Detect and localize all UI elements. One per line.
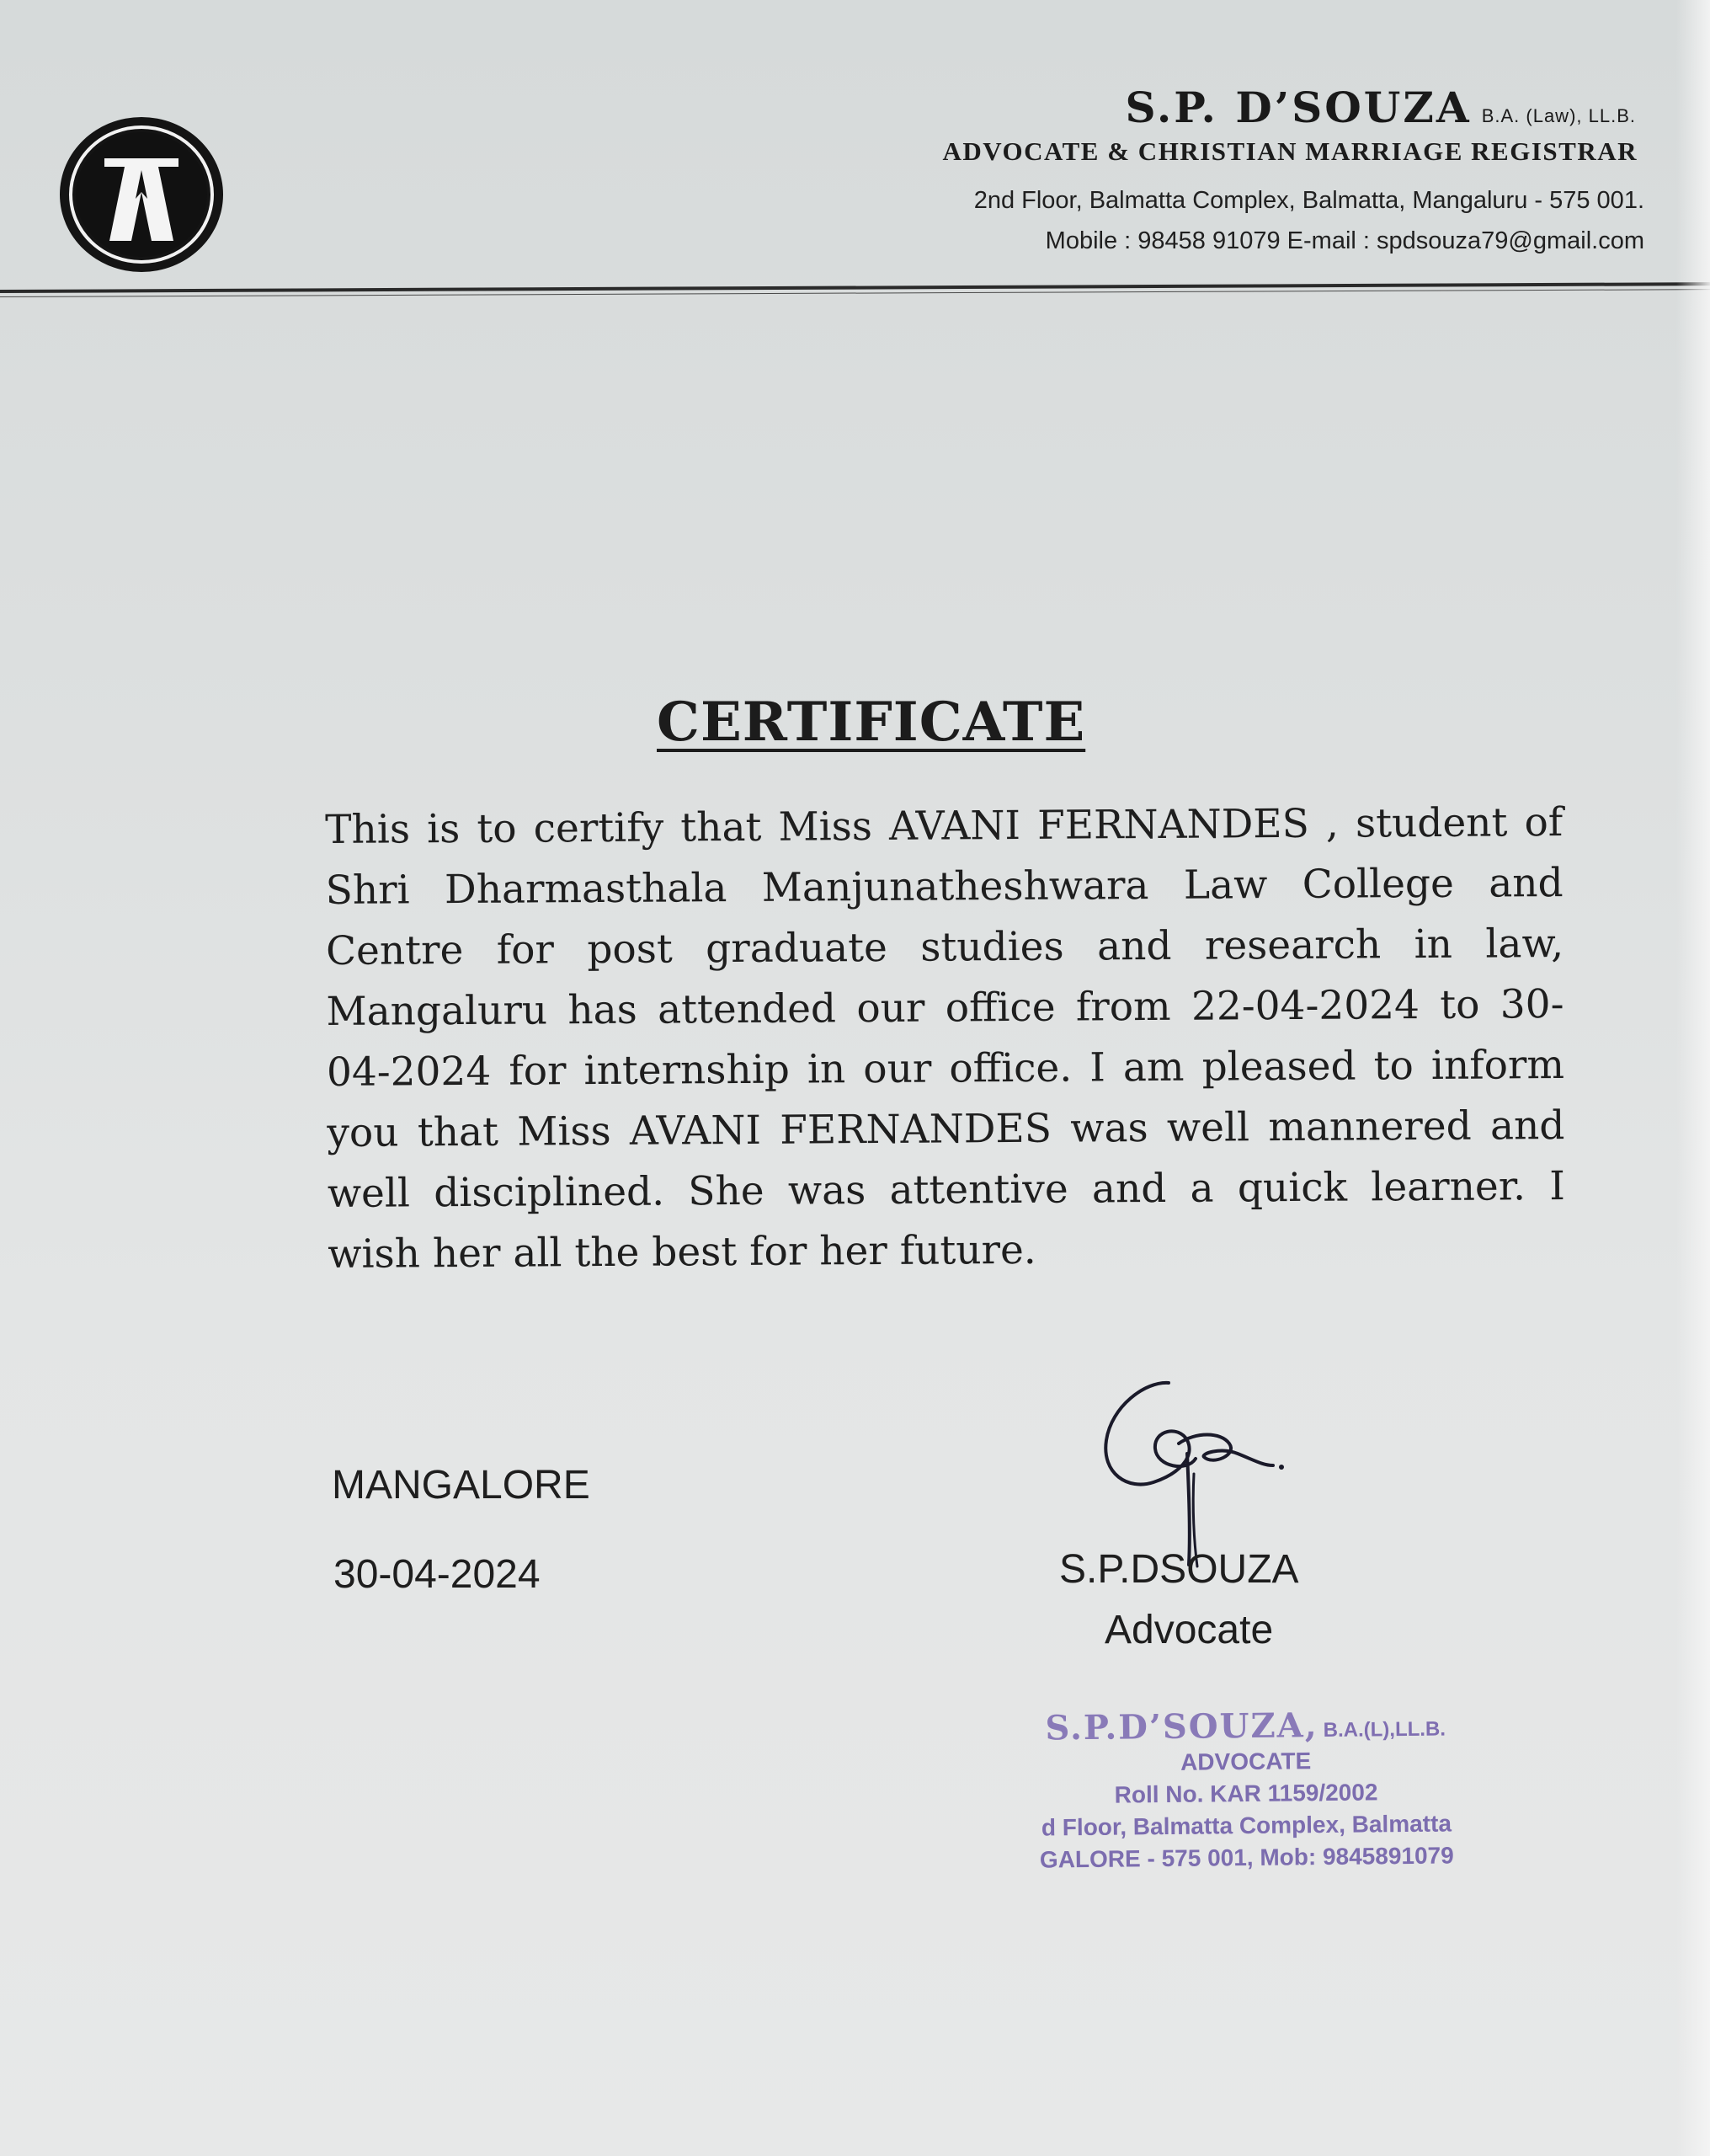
stamp-name: S.P.D’SOUZA, — [1045, 1705, 1318, 1748]
advocate-stamp — [993, 1704, 1500, 1876]
stamp-city: GALORE - 575 001, Mob: 9845891079 — [1039, 1842, 1454, 1873]
stamp-roll-number: Roll No. KAR 1159/2002 — [1114, 1779, 1378, 1808]
letterhead-rule — [0, 282, 1710, 293]
handwritten-signature — [1095, 1373, 1313, 1575]
letterhead-qualifications: B.A. (Law), LL.B. — [1481, 105, 1636, 126]
letterhead-name — [1126, 83, 1637, 132]
stamp-address: d Floor, Balmatta Complex, Balmatta — [1041, 1810, 1452, 1841]
date: 30-04-2024 — [333, 1552, 541, 1597]
stamp-role: ADVOCATE — [1180, 1748, 1312, 1775]
certificate-title: CERTIFICATE — [657, 691, 1086, 754]
place: MANGALORE — [332, 1463, 590, 1508]
certificate-body: This is to certify that Miss AVANI FERNANDES , student of Shri Dharmasthala Manjunatheshwara Law College and Centre for post graduate studies and research in law, Mangaluru has attended our office from 22-04-2024 to 30-04-2024 for internship in our office. I am pleased to inform you that Miss AVANI FERNANDES was well mannered and well disciplined. She was attentive and a quick learner. I wish her all the best for her future. — [325, 799, 1565, 1278]
advocate-bands-logo-icon — [57, 115, 226, 275]
letterhead-contact: Mobile : 98458 91079 E-mail : spdsouza79@gmail.com — [1045, 227, 1644, 254]
letterhead-name-text: S.P. D’SOUZA — [1125, 83, 1472, 132]
letterhead-address: 2nd Floor, Balmatta Complex, Balmatta, Mangaluru - 575 001. — [973, 187, 1644, 214]
letterhead-title: ADVOCATE & CHRISTIAN MARRIAGE REGISTRAR — [942, 136, 1638, 166]
signer-role: Advocate — [1105, 1608, 1274, 1652]
signer-name: S.P.DSOUZA — [1059, 1547, 1299, 1592]
stamp-qualifications: B.A.(L),LL.B. — [1323, 1717, 1446, 1742]
